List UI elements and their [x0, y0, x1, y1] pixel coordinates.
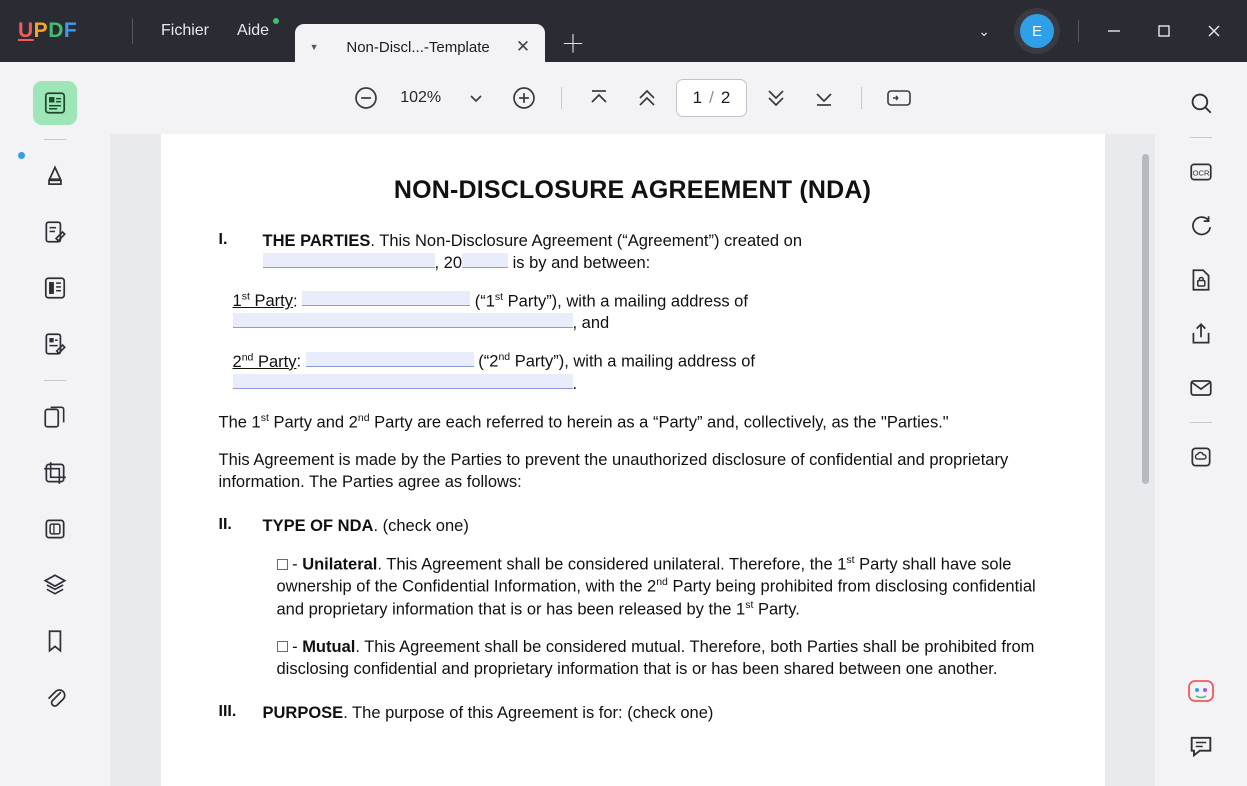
- page-indicator[interactable]: [676, 79, 748, 117]
- maximize-icon[interactable]: [1141, 8, 1187, 54]
- avatar[interactable]: [1014, 8, 1060, 54]
- last-page-icon: [812, 86, 836, 110]
- divider: [1190, 422, 1212, 423]
- checkbox-mutual[interactable]: [277, 641, 288, 652]
- svg-text:OCR: OCR: [1192, 168, 1210, 178]
- section-iii-heading: PURPOSE: [262, 704, 344, 723]
- sidebar-item-organize[interactable]: [33, 266, 77, 310]
- section-iii: [219, 703, 1047, 725]
- first-page-icon: [587, 86, 611, 110]
- total-pages: 2: [720, 88, 731, 107]
- menu-fichier-label: Fichier: [161, 22, 210, 39]
- right-item-ocr[interactable]: [1179, 150, 1223, 194]
- right-item-comments[interactable]: [1179, 724, 1223, 768]
- option-mutual: [277, 637, 1047, 681]
- party-1-block: [233, 291, 1047, 335]
- option-unilateral-name: Unilateral: [302, 555, 378, 574]
- section-ii-heading: TYPE OF NDA: [262, 516, 374, 535]
- sidebar-item-batch[interactable]: [33, 507, 77, 551]
- notification-dot-icon: [273, 18, 279, 24]
- form-field-date[interactable]: [263, 253, 435, 268]
- ai-sparkle-icon: [1186, 677, 1216, 707]
- plus-icon[interactable]: ＋: [561, 31, 586, 58]
- right-item-protect[interactable]: [1179, 258, 1223, 302]
- document-tab-title: Non-Discl...-Template: [346, 38, 490, 56]
- section-i-text: [263, 231, 803, 275]
- party-2-after-sup: nd: [498, 351, 511, 364]
- avatar-initial: E: [1020, 14, 1054, 48]
- sidebar-item-forms[interactable]: [33, 322, 77, 366]
- option-unilateral-sup1: st: [846, 553, 855, 566]
- divider: [1190, 137, 1212, 138]
- edit-document-icon: [42, 219, 68, 245]
- section-ii-text: [263, 516, 469, 538]
- form-field-party2-name[interactable]: [306, 352, 474, 367]
- form-field-party1-name[interactable]: [302, 291, 470, 306]
- party-2-sup: nd: [241, 351, 254, 364]
- divider: [132, 18, 133, 44]
- option-unilateral: [277, 554, 1047, 621]
- previous-page-button[interactable]: [628, 79, 666, 117]
- divider: [561, 87, 562, 109]
- party-2-after: (“2: [478, 352, 499, 371]
- party-1-after-tail: Party”), with a mailing address of: [503, 292, 748, 311]
- divider: [1078, 20, 1079, 42]
- right-item-share[interactable]: [1179, 312, 1223, 356]
- first-page-button[interactable]: [580, 79, 618, 117]
- share-icon: [1188, 321, 1214, 347]
- parties-p3: Party are each referred to herein as a “Party” and, collectively, as the "Parties.": [369, 413, 949, 432]
- form-field-year[interactable]: [462, 253, 508, 268]
- right-item-save-cloud[interactable]: [1179, 435, 1223, 479]
- party-1-sup: st: [241, 290, 250, 303]
- right-item-ai[interactable]: [1179, 670, 1223, 714]
- party-1-after: (“1: [474, 292, 495, 311]
- party-2-colon: :: [296, 352, 302, 371]
- zoom-out-button[interactable]: [347, 79, 385, 117]
- document-toolbar: [110, 62, 1155, 134]
- option-mutual-dash: -: [292, 638, 298, 657]
- right-item-search[interactable]: [1179, 81, 1223, 125]
- page-separator: /: [709, 88, 714, 107]
- divider: [44, 139, 66, 140]
- vertical-scrollbar[interactable]: [1142, 154, 1149, 484]
- last-page-button[interactable]: [805, 79, 843, 117]
- left-toolbar: [0, 62, 110, 786]
- chevron-down-icon[interactable]: ▼: [309, 42, 319, 52]
- document-area: [110, 62, 1155, 786]
- previous-page-icon: [635, 86, 659, 110]
- checkbox-unilateral[interactable]: [277, 559, 288, 570]
- window-controls-group: [964, 8, 1247, 54]
- party-1-word: Party: [249, 292, 293, 311]
- batch-pages-icon: [42, 516, 68, 542]
- option-unilateral-body3: Party being prohibited from disclosing confidential and proprietary information that is or has been released by the 1: [276, 577, 1036, 619]
- party-1-end: , and: [572, 314, 610, 333]
- party-1-colon: :: [292, 292, 298, 311]
- close-icon[interactable]: ✕: [515, 37, 531, 56]
- section-ii-body: . (check one): [373, 516, 469, 535]
- sidebar-item-attachment[interactable]: [33, 675, 77, 719]
- refresh-compress-icon: [1188, 213, 1214, 239]
- crop-icon: [42, 460, 68, 486]
- option-unilateral-sup3: st: [745, 598, 754, 611]
- main-body: [0, 62, 1247, 786]
- party-1-num: 1: [232, 292, 242, 311]
- pdf-page: [161, 134, 1105, 786]
- status-dot-icon: [18, 152, 25, 159]
- paperclip-icon: [42, 684, 68, 710]
- plus-circle-icon: [511, 85, 537, 111]
- sidebar-item-reader[interactable]: [33, 81, 77, 125]
- comment-icon: [1187, 732, 1215, 760]
- right-item-compress[interactable]: [1179, 204, 1223, 248]
- title-bar: [0, 0, 1247, 62]
- section-iii-text: [263, 703, 714, 725]
- section-ii: [219, 516, 1047, 538]
- option-unilateral-dash: -: [292, 555, 298, 574]
- mail-icon: [1188, 375, 1214, 401]
- zoom-dropdown-button[interactable]: [457, 79, 495, 117]
- section-iii-number: III.: [218, 703, 237, 721]
- option-mutual-body1: . This Agreement shall be considered mutual. Therefore, both Parties shall be prohibited from disclosing confidential and proprietary information that is or has been shared between one another.: [276, 638, 1035, 679]
- option-unilateral-body4: Party.: [753, 600, 800, 619]
- sidebar-item-bookmark[interactable]: [33, 619, 77, 663]
- party-2-num: 2: [232, 352, 242, 371]
- agreement-paragraph: This Agreement is made by the Parties to prevent the unauthorized disclosure of confidential and proprietary information. The Parties agree as follows:: [218, 451, 1009, 491]
- pages-list-icon: [42, 275, 68, 301]
- right-toolbar: [1155, 62, 1247, 786]
- party-2-end: .: [572, 374, 578, 393]
- divider: [861, 87, 862, 109]
- zoom-in-button[interactable]: [505, 79, 543, 117]
- sidebar-item-layers[interactable]: [33, 563, 77, 607]
- bookmark-icon: [42, 628, 68, 654]
- page-title: NON-DISCLOSURE AGREEMENT (NDA): [393, 176, 872, 204]
- divider: [44, 380, 66, 381]
- option-unilateral-sup2: nd: [656, 576, 668, 589]
- form-edit-icon: [42, 331, 68, 357]
- minimize-icon[interactable]: [1091, 8, 1137, 54]
- tab-strip: [295, 0, 585, 62]
- parties-p1-sup: st: [260, 411, 269, 424]
- section-i-line2-prefix: , 20: [434, 253, 463, 272]
- menu-fichier[interactable]: [147, 16, 223, 46]
- next-page-button[interactable]: [757, 79, 795, 117]
- cloud-save-icon: [1188, 444, 1214, 470]
- party-2-label: [233, 353, 297, 371]
- menu-aide-label: Aide: [237, 22, 270, 39]
- right-item-email[interactable]: [1179, 366, 1223, 410]
- zoom-level[interactable]: 102%: [400, 89, 442, 106]
- party-1-label: [233, 292, 293, 310]
- form-field-party2-address[interactable]: [233, 374, 573, 389]
- menu-aide[interactable]: [223, 16, 283, 46]
- form-field-party1-address[interactable]: [233, 313, 573, 328]
- parties-p2-sup: nd: [357, 411, 370, 424]
- option-unilateral-body1: . This Agreement shall be considered unilateral. Therefore, the 1: [377, 555, 847, 574]
- sidebar-item-convert[interactable]: [33, 395, 77, 439]
- section-i-heading: THE PARTIES: [262, 232, 371, 250]
- search-icon: [1188, 90, 1214, 116]
- party-2-after-tail: Party”), with a mailing address of: [510, 352, 755, 371]
- document-lock-icon: [1188, 267, 1214, 293]
- current-page: 1: [692, 88, 703, 107]
- section-ii-number: II.: [218, 515, 232, 533]
- convert-document-icon: [42, 404, 68, 430]
- chevron-down-icon: [469, 91, 483, 105]
- page-canvas[interactable]: [110, 134, 1155, 786]
- parties-p1: The 1: [218, 413, 261, 432]
- layers-icon: [42, 572, 68, 598]
- parties-paragraph: [219, 412, 1047, 434]
- sidebar-item-annotate[interactable]: [33, 154, 77, 198]
- section-iii-body: . The purpose of this Agreement is for: (check one): [343, 704, 714, 723]
- section-i-body: . This Non-Disclosure Agreement (“Agreement”) created on: [370, 232, 803, 250]
- section-i-line2-suffix: is by and between:: [512, 253, 651, 272]
- close-icon[interactable]: [1191, 8, 1237, 54]
- sidebar-item-edit-pdf[interactable]: [33, 210, 77, 254]
- present-button[interactable]: [880, 79, 918, 117]
- highlighter-icon: [42, 163, 68, 189]
- app-logo: UPDF: [18, 19, 78, 42]
- option-unilateral-body2: Party shall have sole ownership of the Confidential Information, with the 2: [276, 555, 1012, 596]
- sidebar-item-crop[interactable]: [33, 451, 77, 495]
- section-i: [219, 231, 1047, 275]
- ocr-icon: [1188, 159, 1214, 185]
- minus-circle-icon: [353, 85, 379, 111]
- party-2-word: Party: [253, 352, 297, 371]
- section-i-number: I.: [218, 231, 228, 248]
- party-1-after-sup: st: [494, 290, 504, 303]
- document-reader-icon: [42, 90, 68, 116]
- parties-p2: Party and 2: [268, 413, 358, 432]
- present-screen-icon: [885, 85, 913, 111]
- next-page-icon: [764, 86, 788, 110]
- party-2-block: [233, 351, 1047, 395]
- chevron-down-icon[interactable]: ⌄: [978, 22, 990, 39]
- option-mutual-name: Mutual: [302, 638, 356, 657]
